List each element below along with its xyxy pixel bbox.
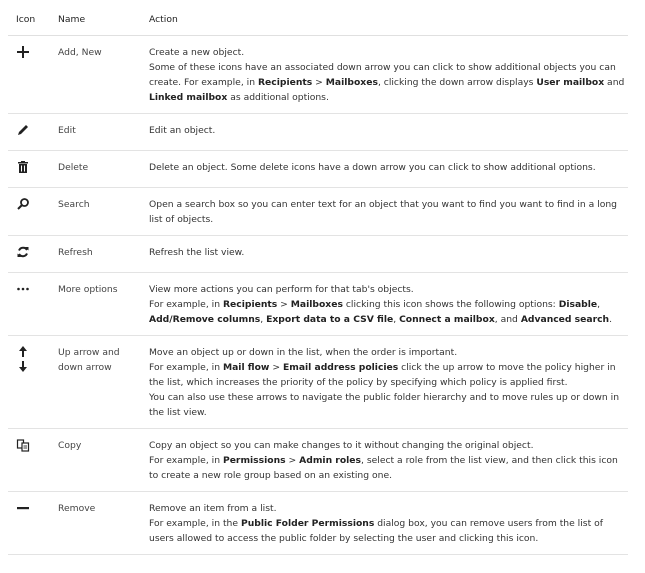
plus-icon <box>16 45 30 59</box>
action-text: and <box>604 77 625 88</box>
action-cell <box>141 273 628 336</box>
icon-cell <box>8 114 50 151</box>
name-search: Search <box>50 188 141 236</box>
icon-cell <box>8 188 50 236</box>
action-paragraph <box>149 282 628 297</box>
action-text: For example, in <box>149 455 223 466</box>
refresh-icon <box>16 245 30 259</box>
action-text: For example, in <box>149 299 223 310</box>
icon-cell <box>8 36 50 114</box>
ui-path-term: Mailboxes <box>290 299 343 310</box>
ui-path-term: Disable <box>558 299 598 310</box>
action-text: . <box>609 314 613 325</box>
action-cell <box>141 151 628 188</box>
table-row <box>8 236 628 273</box>
action-paragraph <box>149 501 628 516</box>
ui-path-term: Connect a mailbox <box>399 314 495 325</box>
pencil-icon <box>16 123 30 137</box>
action-text: , <box>597 299 601 310</box>
action-text: For example, in the <box>149 518 241 529</box>
name-delete: Delete <box>50 151 141 188</box>
action-text: > <box>269 362 283 373</box>
action-text: Remove an item from a list. <box>149 503 277 514</box>
ui-path-term: User mailbox <box>536 77 605 88</box>
icon-cell <box>8 151 50 188</box>
icon-cell <box>8 492 50 555</box>
header-name: Name <box>50 0 141 36</box>
action-text: View more actions you can perform for that tab's objects. <box>149 284 414 295</box>
action-cell <box>141 336 628 429</box>
action-text: Copy an object so you can make changes to it without changing the original object. <box>149 440 534 451</box>
action-paragraph <box>149 516 628 546</box>
table-row <box>8 273 628 336</box>
ui-path-term: Email address policies <box>282 362 399 373</box>
action-text: Create a new object. <box>149 47 245 58</box>
table-row <box>8 336 628 429</box>
ui-path-term: Advanced search <box>520 314 610 325</box>
action-paragraph <box>149 45 628 60</box>
action-text: clicking this icon shows the following options: <box>342 299 559 310</box>
name-more-options: More options <box>50 273 141 336</box>
ui-path-term: Add/Remove columns <box>149 314 261 325</box>
action-text: , <box>393 314 400 325</box>
table-row <box>8 429 628 492</box>
action-text: , and <box>494 314 521 325</box>
action-text: Delete an object. Some delete icons have a down arrow you can click to show additional options. <box>149 162 596 173</box>
action-paragraph <box>149 360 628 390</box>
ui-path-term: Linked mailbox <box>149 92 228 103</box>
action-paragraph <box>149 345 628 360</box>
action-paragraph <box>149 160 628 175</box>
search-icon <box>16 197 30 211</box>
action-cell <box>141 188 628 236</box>
table-row <box>8 36 628 114</box>
ui-path-term: Permissions <box>222 455 286 466</box>
name-copy: Copy <box>50 429 141 492</box>
action-paragraph <box>149 197 628 227</box>
more-options-icon <box>16 282 30 296</box>
ui-path-term: Recipients <box>222 299 278 310</box>
action-text: > <box>277 299 291 310</box>
action-paragraph <box>149 60 628 105</box>
icon-cell <box>8 273 50 336</box>
action-cell <box>141 492 628 555</box>
trash-icon <box>16 160 30 174</box>
ui-path-term: Public Folder Permissions <box>240 518 375 529</box>
table-row <box>8 188 628 236</box>
name-refresh: Refresh <box>50 236 141 273</box>
action-paragraph <box>149 438 628 453</box>
action-text: Move an object up or down in the list, when the order is important. <box>149 347 458 358</box>
icon-cell <box>8 429 50 492</box>
name-add-new: Add, New <box>50 36 141 114</box>
action-cell <box>141 429 628 492</box>
header-icon: Icon <box>8 0 50 36</box>
action-text: dialog box, you can remove users from the list of users allowed to access the public folder by selecting the user and clicking this icon. <box>149 518 603 544</box>
name-up-arrow-and-down-arrow: Up arrow and down arrow <box>50 336 141 429</box>
action-text: > <box>312 77 326 88</box>
action-text: Refresh the list view. <box>149 247 245 258</box>
action-text: Edit an object. <box>149 125 216 136</box>
ui-path-term: Mailboxes <box>325 77 378 88</box>
ui-path-term: Recipients <box>257 77 313 88</box>
action-text: You can also use these arrows to navigate the public folder hierarchy and to move rules up or down in the list view. <box>149 392 620 418</box>
copy-icon <box>16 438 30 452</box>
header-action: Action <box>141 0 628 36</box>
action-text: , select a role from the list view, and then click this icon to create a new role group based on an existing one. <box>149 455 618 481</box>
ui-path-term: Mail flow <box>222 362 270 373</box>
name-remove: Remove <box>50 492 141 555</box>
table-row <box>8 492 628 555</box>
up-down-arrow-icon <box>16 345 30 359</box>
icon-cell <box>8 236 50 273</box>
action-paragraph <box>149 390 628 420</box>
icon-reference-table <box>8 0 628 555</box>
action-cell <box>141 36 628 114</box>
action-cell <box>141 114 628 151</box>
table-header-row <box>8 0 628 36</box>
action-text: > <box>285 455 300 466</box>
table-row <box>8 151 628 188</box>
action-text: Open a search box so you can enter text for an object that you want to find you want to find in a long list of objects. <box>149 199 618 225</box>
action-paragraph <box>149 245 628 260</box>
action-text: , clicking the down arrow displays <box>377 77 537 88</box>
action-paragraph <box>149 297 628 327</box>
action-paragraph <box>149 453 628 483</box>
ui-path-term: Admin roles <box>299 455 361 466</box>
action-paragraph <box>149 123 628 138</box>
ui-path-term: Export data to a CSV file <box>266 314 394 325</box>
action-cell <box>141 236 628 273</box>
action-text: click the up arrow to move the policy higher in the list, which increases the priority of the policy by specifying which policy is applied first. <box>149 362 616 388</box>
table-row <box>8 114 628 151</box>
icon-cell <box>8 336 50 429</box>
action-text: , <box>260 314 267 325</box>
name-edit: Edit <box>50 114 141 151</box>
action-text: as additional options. <box>227 92 329 103</box>
action-text: For example, in <box>149 362 223 373</box>
action-text: Some of these icons have an associated down arrow you can click to show additional objects you can create. For example, in <box>149 62 616 88</box>
minus-icon <box>16 501 30 515</box>
